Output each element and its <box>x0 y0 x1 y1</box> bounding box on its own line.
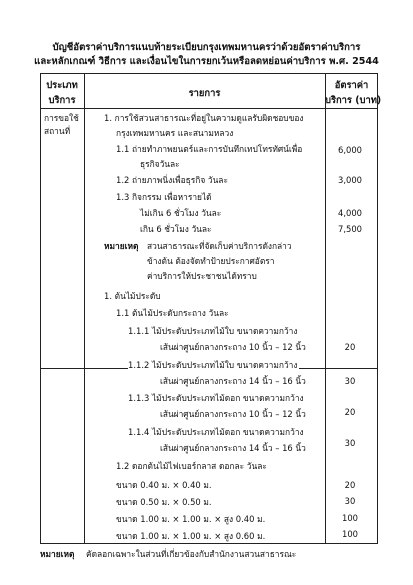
header-service-type-line-1: ประเภท <box>46 80 78 91</box>
item-1-1-3-line-1: 1.1.3 ไม้ประดับประเภทไม้ดอก ขนาดความกว้าง <box>128 393 304 403</box>
document-title-line-1: บัญชีอัตราค่าบริการแนบท้ายระเบียบกรุงเทพมหานครว่าด้วยอัตราค่าบริการ <box>52 42 361 53</box>
item-1-1-4-rate: 30 <box>344 438 356 448</box>
service-type-line-2: สถานที่ <box>44 126 71 136</box>
item-1-1-1-rate: 20 <box>344 342 356 352</box>
item-1-1-1-line-2: เส้นผ่าศูนย์กลางกระถาง 10 นิ้ว – 12 นิ้ว <box>160 342 306 352</box>
header-rate-line-1: อัตราค่า <box>334 80 369 91</box>
section-1-heading-line-1: 1. การใช้สวนสาธารณะที่อยู่ในความดูแลรับผิดชอบของ <box>104 113 304 123</box>
item-1-2-rate: 3,000 <box>338 175 362 185</box>
item-1-1-line-2: ธุรกิจวันละ <box>140 159 180 169</box>
footer-note-label: หมายเหตุ <box>40 549 75 559</box>
section-1-note-label: หมายเหตุ <box>104 241 139 251</box>
section-1-note-line-1: สวนสาธารณะที่จัดเก็บค่าบริการดังกล่าว <box>147 241 292 251</box>
service-type-line-1: การขอใช้ <box>44 113 79 123</box>
document-title-line-2: และหลักเกณฑ์ วิธีการ และเงื่อนไขในการยกเว้นหรือลดหย่อนค่าบริการ พ.ศ. 2544 <box>34 56 379 67</box>
column-divider-2 <box>325 73 326 544</box>
header-divider <box>40 108 378 109</box>
section-1-note-line-3: ค่าบริการให้ประชาชนได้ทราบ <box>147 271 257 281</box>
item-1-1-3-line-2: เส้นผ่าศูนย์กลางกระถาง 10 นิ้ว – 12 นิ้ว <box>160 409 306 419</box>
header-items: รายการ <box>188 88 221 99</box>
item-1-3-a-rate: 4,000 <box>338 208 362 218</box>
item-1-1-rate: 6,000 <box>338 145 362 155</box>
item-1-1-4-line-1: 1.1.4 ไม้ประดับประเภทไม้ดอก ขนาดความกว้าง <box>128 427 304 437</box>
size-1-rate: 20 <box>344 480 356 490</box>
item-1-1-2-rate: 30 <box>344 376 356 386</box>
item-1-1-2-line-2: เส้นผ่าศูนย์กลางกระถาง 14 นิ้ว – 16 นิ้ว <box>160 376 306 386</box>
size-3-label: ขนาด 1.00 ม. × 1.00 ม. × สูง 0.40 ม. <box>116 514 266 524</box>
item-2-1-1-label: 1.1 ต้นไม้ประดับกระถาง วันละ <box>116 308 229 318</box>
footer-note-text: คัดลอกเฉพาะในส่วนที่เกี่ยวข้องกับสำนักงานสวนสาธารณะ <box>86 549 297 559</box>
item-1-1-4-line-2: เส้นผ่าศูนย์กลางกระถาง 14 นิ้ว – 16 นิ้ว <box>160 443 306 453</box>
item-1-3-label: 1.3 กิจกรรม เพื่อหารายได้ <box>116 192 212 202</box>
section-2-heading: 1. ต้นไม้ประดับ <box>104 291 161 301</box>
column-divider-1 <box>84 73 85 544</box>
item-1-1-2-line-1: 1.1.2 ไม้ประดับประเภทไม้ใบ ขนาดความกว้าง <box>128 360 298 370</box>
item-1-3-a-label: ไม่เกิน 6 ชั่วโมง วันละ <box>140 208 222 218</box>
section-1-note-line-2: ข้างต้น ต้องจัดทำป้ายประกาศอัตรา <box>147 256 275 266</box>
size-4-label: ขนาด 1.00 ม. × 1.00 ม. × สูง 0.60 ม. <box>116 531 266 541</box>
header-service-type-line-2: บริการ <box>48 95 76 106</box>
item-1-1-3-rate: 20 <box>344 407 356 417</box>
size-2-label: ขนาด 0.50 ม. × 0.50 ม. <box>116 497 212 507</box>
size-1-label: ขนาด 0.40 ม. × 0.40 ม. <box>116 480 212 490</box>
item-1-3-b-label: เกิน 6 ชั่วโมง วันละ <box>140 224 212 234</box>
item-1-1-1-line-1: 1.1.1 ไม้ประดับประเภทไม้ใบ ขนาดความกว้าง <box>128 326 298 336</box>
item-1-1-line-1: 1.1 ถ่ายทำภาพยนตร์และการบันทึกเทปโทรทัศน์เพื่อ <box>116 144 303 154</box>
size-4-rate: 100 <box>342 529 358 539</box>
section-1-heading-line-2: กรุงเทพมหานคร และสนามหลวง <box>116 128 234 138</box>
size-2-rate: 30 <box>344 496 356 506</box>
item-1-2-label: 1.2 ถ่ายภาพนิ่งเพื่อธุรกิจ วันละ <box>116 175 228 185</box>
size-3-rate: 100 <box>342 513 358 523</box>
item-1-2-fiberglass-label: 1.2 ดอกต้นไม้ไฟเบอร์กลาส ดอกละ วันละ <box>116 461 267 471</box>
item-1-3-b-rate: 7,500 <box>338 224 362 234</box>
header-rate-line-2: บริการ (บาท) <box>325 95 382 106</box>
